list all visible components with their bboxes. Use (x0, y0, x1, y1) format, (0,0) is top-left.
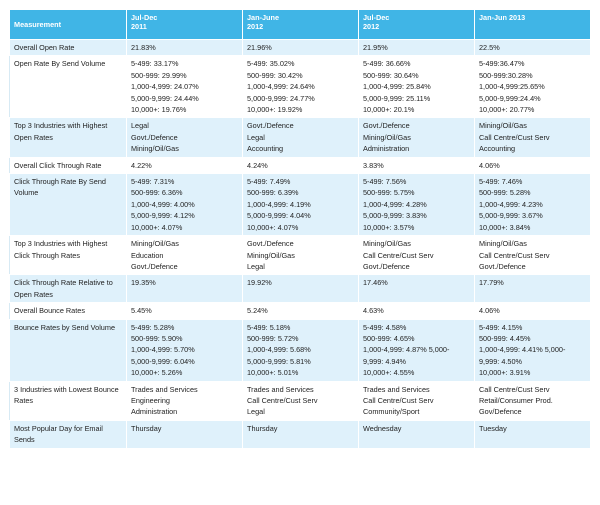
cell-line: Trades and Services (247, 384, 314, 394)
cell-line: 5-499: 7.49% (247, 177, 291, 187)
cell-line: Retail/Consumer Prod. (479, 395, 553, 405)
cell-line: 5,000-9,999:24.4% (479, 93, 541, 103)
cell-line: 5,000-9,999: 5.81% (247, 356, 311, 366)
value-cell (243, 319, 359, 381)
cell-line: Tuesday (479, 423, 507, 433)
cell-line: Call Centre/Cust Serv (479, 250, 550, 260)
cell-line: Govt./Defence (131, 132, 178, 142)
cell-line: 1,000-4,999: 4.87% 5,000- (363, 345, 450, 355)
value-cell (475, 157, 591, 173)
cell-line: 1,000-4,999: 24.64% (247, 82, 315, 92)
cell-line: 4.63% (363, 306, 384, 316)
cell-line: 1,000-4,999: 4.41% 5,000- (479, 345, 566, 355)
header-period (359, 10, 475, 40)
cell-line: 10,000+: 3.91% (479, 368, 531, 378)
cell-line: 5-499: 7.46% (479, 177, 523, 187)
row-label: Bounce Rates by Send Volume (10, 319, 127, 381)
table-row (10, 381, 591, 420)
cell-line: Call Centre/Cust Serv (247, 395, 318, 405)
cell-line: 17.46% (363, 278, 388, 288)
cell-line: 5-499: 5.28% (131, 322, 175, 332)
cell-line: Gov/Defence (479, 407, 522, 417)
value-cell (475, 118, 591, 157)
cell-line: 21.96% (247, 43, 272, 52)
cell-line: Accounting (247, 144, 284, 154)
cell-line: 10,000+: 5.01% (247, 368, 299, 378)
email-stats-table-container (9, 9, 590, 449)
value-cell (475, 381, 591, 420)
cell-line: 17.79% (479, 278, 504, 288)
row-label: Click Through Rate By Send Volume (10, 174, 127, 236)
value-cell (243, 303, 359, 319)
cell-line: 5-499:36.47% (479, 59, 525, 69)
cell-line: 5,000-9,999: 24.77% (247, 93, 315, 103)
value-cell (359, 236, 475, 275)
cell-line: 5-499: 4.15% (479, 322, 523, 332)
cell-line: 5-499: 33.17% (131, 59, 179, 69)
cell-line: Accounting (479, 144, 516, 154)
cell-line: Call Centre/Cust Serv (479, 384, 550, 394)
value-cell (243, 236, 359, 275)
cell-line: 1,000-4,999: 4.00% (131, 199, 195, 209)
table-row (10, 174, 591, 236)
cell-line: 500-999: 4.65% (363, 333, 415, 343)
cell-line: Thursday (131, 423, 162, 433)
cell-line: 500-999: 6.36% (131, 188, 183, 198)
cell-line: 500-999: 30.64% (363, 70, 419, 80)
value-cell (475, 303, 591, 319)
cell-line: 10,000+: 20.77% (479, 105, 535, 115)
cell-line: 4.22% (131, 160, 152, 170)
cell-line: Call Centre/Cust Serv (479, 132, 550, 142)
cell-line: 500-999: 6.39% (247, 188, 299, 198)
value-cell (243, 381, 359, 420)
cell-line: 500-999: 5.72% (247, 333, 299, 343)
header-period-line: 2011 (131, 22, 147, 31)
table-row (10, 420, 591, 448)
row-label: Overall Bounce Rates (10, 303, 127, 319)
value-cell (127, 275, 243, 303)
cell-line: 10,000+: 20.1% (363, 105, 415, 115)
cell-line: 4.06% (479, 160, 500, 170)
cell-line: Govt./Defence (247, 121, 294, 131)
value-cell (127, 40, 243, 56)
cell-line: 4.24% (247, 160, 268, 170)
header-row (10, 10, 591, 40)
cell-line: 5-499: 36.66% (363, 59, 411, 69)
row-label: Overall Click Through Rate (10, 157, 127, 173)
value-cell (127, 319, 243, 381)
cell-line: 1,000-4,999:25.65% (479, 82, 545, 92)
cell-line: 5,000-9,999: 25.11% (363, 93, 431, 103)
value-cell (359, 420, 475, 448)
value-cell (359, 174, 475, 236)
header-period-line: Jul-Dec (131, 13, 158, 22)
cell-line: 9,999: 4.50% (479, 356, 523, 366)
cell-line: 1,000-4,999: 25.84% (363, 82, 431, 92)
cell-line: Call Centre/Cust Serv (363, 395, 434, 405)
cell-line: Govt./Defence (363, 121, 410, 131)
header-period (127, 10, 243, 40)
table-row (10, 56, 591, 118)
header-period-line: Jul-Dec (363, 13, 390, 22)
cell-line: 1,000-4,999: 4.19% (247, 199, 311, 209)
cell-line: 10,000+: 3.84% (479, 222, 531, 232)
table-row (10, 303, 591, 319)
cell-line: Education (131, 250, 164, 260)
cell-line: 10,000+: 19.76% (131, 105, 187, 115)
header-period-line: Jan-Jun 2013 (479, 13, 526, 22)
value-cell (243, 56, 359, 118)
row-label: Top 3 Industries with Highest Open Rates (10, 118, 127, 157)
cell-line: 10,000+: 19.92% (247, 105, 303, 115)
cell-line: 5,000-9,999: 6.04% (131, 356, 195, 366)
cell-line: Legal (247, 261, 265, 271)
cell-line: 22.5% (479, 43, 500, 52)
cell-line: 5,000-9,999: 4.12% (131, 211, 195, 221)
cell-line: Legal (247, 407, 265, 417)
value-cell (127, 56, 243, 118)
table-row (10, 157, 591, 173)
cell-line: Wednesday (363, 423, 402, 433)
row-label: Overall Open Rate (10, 40, 127, 56)
row-label: Most Popular Day for Email Sends (10, 420, 127, 448)
cell-line: Engineering (131, 395, 170, 405)
cell-line: 500-999: 5.28% (479, 188, 531, 198)
header-period-line: Jan-June (247, 13, 280, 22)
cell-line: 5-499: 35.02% (247, 59, 295, 69)
value-cell (243, 157, 359, 173)
cell-line: 10,000+: 4.55% (363, 368, 415, 378)
cell-line: Govt./Defence (131, 261, 178, 271)
cell-line: 19.35% (131, 278, 156, 288)
value-cell (475, 275, 591, 303)
value-cell (359, 118, 475, 157)
cell-line: 10,000+: 4.07% (247, 222, 299, 232)
row-label: Top 3 Industries with Highest Click Through Rates (10, 236, 127, 275)
cell-line: Administration (131, 407, 178, 417)
cell-line: 4.06% (479, 306, 500, 316)
cell-line: Legal (131, 121, 149, 131)
cell-line: Mining/Oil/Gas (363, 239, 411, 249)
value-cell (475, 40, 591, 56)
cell-line: Mining/Oil/Gas (247, 250, 295, 260)
cell-line: 500-999: 4.45% (479, 333, 531, 343)
cell-line: Mining/Oil/Gas (131, 239, 179, 249)
cell-line: Thursday (247, 423, 278, 433)
value-cell (475, 236, 591, 275)
value-cell (127, 118, 243, 157)
cell-line: 500-999:30.28% (479, 70, 533, 80)
value-cell (127, 381, 243, 420)
cell-line: 500-999: 29.99% (131, 70, 187, 80)
value-cell (243, 118, 359, 157)
cell-line: 10,000+: 3.57% (363, 222, 415, 232)
cell-line: 1,000-4,999: 4.28% (363, 199, 427, 209)
value-cell (359, 303, 475, 319)
cell-line: Mining/Oil/Gas (479, 239, 527, 249)
cell-line: 500-999: 5.75% (363, 188, 415, 198)
table-row (10, 40, 591, 56)
value-cell (359, 157, 475, 173)
cell-line: Trades and Services (363, 384, 430, 394)
header-period (243, 10, 359, 40)
cell-line: 5,000-9,999: 3.83% (363, 211, 427, 221)
value-cell (475, 319, 591, 381)
cell-line: 5,000-9,999: 3.67% (479, 211, 543, 221)
cell-line: 19.92% (247, 278, 272, 288)
cell-line: Legal (247, 132, 265, 142)
cell-line: 500-999: 30.42% (247, 70, 303, 80)
header-period-line: 2012 (363, 22, 380, 31)
cell-line: 1,000-4,999: 5.68% (247, 345, 311, 355)
cell-line: 21.83% (131, 43, 156, 52)
cell-line: Mining/Oil/Gas (479, 121, 527, 131)
value-cell (243, 275, 359, 303)
cell-line: 5.45% (131, 306, 152, 316)
value-cell (243, 420, 359, 448)
cell-line: Govt./Defence (363, 261, 410, 271)
cell-line: 5.24% (247, 306, 268, 316)
table-row (10, 118, 591, 157)
value-cell (127, 303, 243, 319)
cell-line: 5-499: 5.18% (247, 322, 291, 332)
header-period (475, 10, 591, 40)
value-cell (475, 56, 591, 118)
value-cell (359, 319, 475, 381)
cell-line: Govt./Defence (479, 261, 526, 271)
value-cell (243, 40, 359, 56)
header-period-line: 2012 (247, 22, 264, 31)
value-cell (127, 174, 243, 236)
value-cell (127, 236, 243, 275)
row-label: Click Through Rate Relative to Open Rates (10, 275, 127, 303)
cell-line: 9,999: 4.94% (363, 356, 407, 366)
cell-line: 5,000-9,999: 4.04% (247, 211, 311, 221)
value-cell (359, 56, 475, 118)
row-label: 3 Industries with Lowest Bounce Rates (10, 381, 127, 420)
cell-line: Call Centre/Cust Serv (363, 250, 434, 260)
cell-line: Community/Sport (363, 407, 420, 417)
value-cell (243, 174, 359, 236)
cell-line: 5-499: 7.56% (363, 177, 407, 187)
cell-line: 5,000-9,999: 24.44% (131, 93, 199, 103)
cell-line: 1,000-4,999: 24.07% (131, 82, 199, 92)
value-cell (127, 420, 243, 448)
value-cell (475, 420, 591, 448)
row-label: Open Rate By Send Volume (10, 56, 127, 118)
cell-line: Mining/Oil/Gas (131, 144, 179, 154)
cell-line: 1,000-4,999: 4.23% (479, 199, 543, 209)
cell-line: 10,000+: 5.26% (131, 368, 183, 378)
cell-line: Govt./Defence (247, 239, 294, 249)
table-row (10, 319, 591, 381)
cell-line: Administration (363, 144, 410, 154)
table-row (10, 236, 591, 275)
header-measurement: Measurement (10, 10, 127, 40)
value-cell (359, 275, 475, 303)
cell-line: 21.95% (363, 43, 388, 52)
cell-line: 5-499: 4.58% (363, 322, 407, 332)
cell-line: 500-999: 5.90% (131, 333, 183, 343)
value-cell (359, 40, 475, 56)
email-stats-table (9, 9, 591, 449)
cell-line: Trades and Services (131, 384, 198, 394)
value-cell (127, 157, 243, 173)
cell-line: 1,000-4,999: 5.70% (131, 345, 195, 355)
cell-line: Mining/Oil/Gas (363, 132, 411, 142)
cell-line: 10,000+: 4.07% (131, 222, 183, 232)
table-body (10, 40, 591, 449)
table-row (10, 275, 591, 303)
value-cell (475, 174, 591, 236)
cell-line: 5-499: 7.31% (131, 177, 175, 187)
cell-line: 3.83% (363, 160, 384, 170)
value-cell (359, 381, 475, 420)
